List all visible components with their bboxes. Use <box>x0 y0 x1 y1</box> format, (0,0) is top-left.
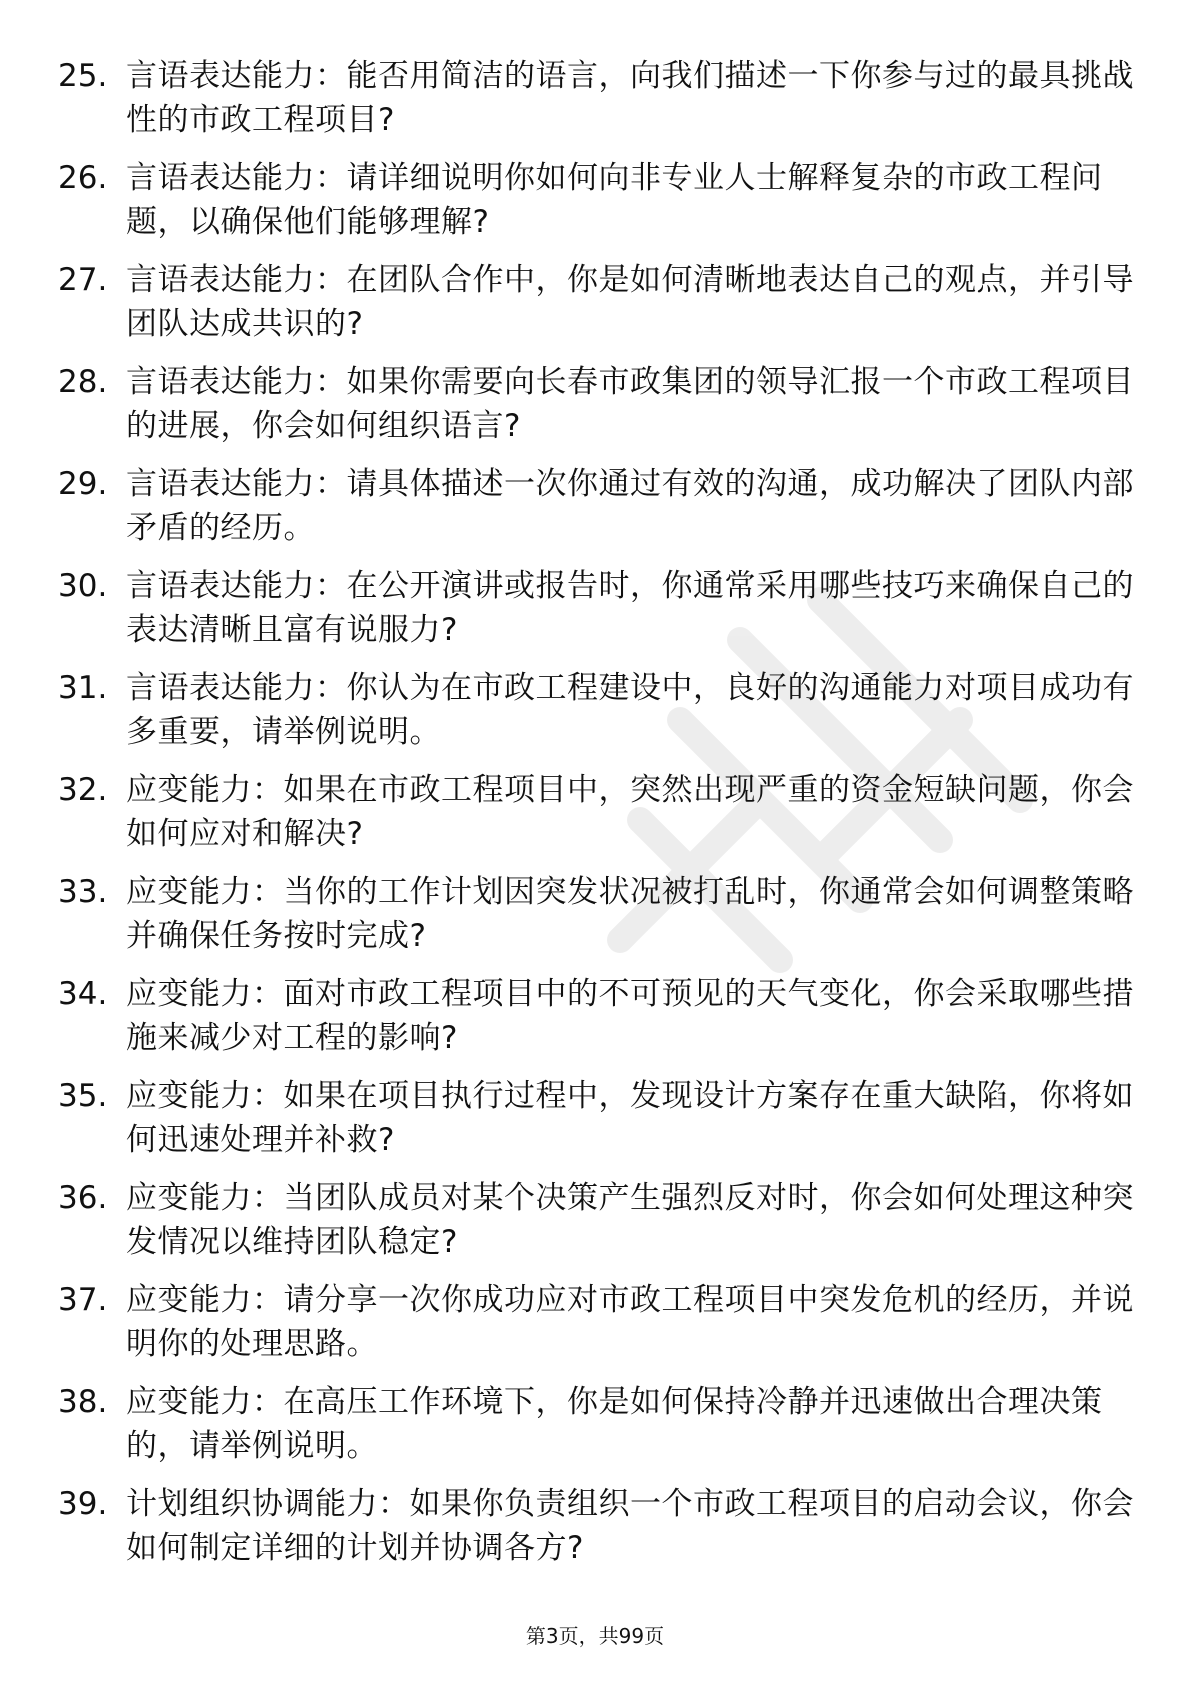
item-number: 34. <box>58 976 108 1012</box>
item-number: 38. <box>58 1384 108 1420</box>
item-text: 计划组织协调能力：如果你负责组织一个市政工程项目的启动会议，你会如何制定详细的计划并协调各方? <box>126 1486 1134 1566</box>
item-text: 应变能力：请分享一次你成功应对市政工程项目中突发危机的经历，并说明你的处理思路。 <box>126 1282 1134 1362</box>
item-text: 言语表达能力：请具体描述一次你通过有效的沟通，成功解决了团队内部矛盾的经历。 <box>126 466 1134 546</box>
item-text: 应变能力：当团队成员对某个决策产生强烈反对时，你会如何处理这种突发情况以维持团队稳定? <box>126 1180 1134 1260</box>
list-item <box>58 768 1138 870</box>
item-text: 应变能力：如果在项目执行过程中，发现设计方案存在重大缺陷，你将如何迅速处理并补救? <box>126 1078 1134 1158</box>
list-item <box>58 564 1138 666</box>
item-number: 30. <box>58 568 108 604</box>
item-number: 28. <box>58 364 108 400</box>
list-item <box>58 870 1138 972</box>
item-text: 应变能力：当你的工作计划因突发状况被打乱时，你通常会如何调整策略并确保任务按时完成? <box>126 874 1134 954</box>
item-text: 应变能力：在高压工作环境下，你是如何保持冷静并迅速做出合理决策的，请举例说明。 <box>126 1384 1103 1464</box>
item-number: 39. <box>58 1486 108 1522</box>
item-number: 33. <box>58 874 108 910</box>
list-item <box>58 462 1138 564</box>
item-text: 言语表达能力：你认为在市政工程建设中，良好的沟通能力对项目成功有多重要，请举例说明。 <box>126 670 1134 750</box>
item-number: 25. <box>58 58 108 94</box>
list-item <box>58 666 1138 768</box>
list-item <box>58 258 1138 360</box>
page-footer: 第3页，共99页 <box>525 1624 665 1648</box>
list-item <box>58 1074 1138 1176</box>
item-text: 应变能力：面对市政工程项目中的不可预见的天气变化，你会采取哪些措施来减少对工程的影响? <box>126 976 1134 1056</box>
list-item <box>58 360 1138 462</box>
list-item <box>58 156 1138 258</box>
item-number: 31. <box>58 670 108 706</box>
item-text: 言语表达能力：在团队合作中，你是如何清晰地表达自己的观点，并引导团队达成共识的? <box>126 262 1134 342</box>
item-number: 37. <box>58 1282 108 1318</box>
item-number: 26. <box>58 160 108 196</box>
list-item <box>58 54 1138 156</box>
item-number: 36. <box>58 1180 108 1216</box>
question-list <box>58 54 1138 1584</box>
list-item <box>58 1482 1138 1584</box>
list-item <box>58 1380 1138 1482</box>
item-text: 言语表达能力：能否用简洁的语言，向我们描述一下你参与过的最具挑战性的市政工程项目? <box>126 58 1134 138</box>
item-number: 29. <box>58 466 108 502</box>
item-text: 应变能力：如果在市政工程项目中，突然出现严重的资金短缺问题，你会如何应对和解决? <box>126 772 1134 852</box>
item-number: 27. <box>58 262 108 298</box>
item-text: 言语表达能力：请详细说明你如何向非专业人士解释复杂的市政工程问题，以确保他们能够理解? <box>126 160 1103 240</box>
item-number: 32. <box>58 772 108 808</box>
item-number: 35. <box>58 1078 108 1114</box>
list-item <box>58 1176 1138 1278</box>
item-text: 言语表达能力：在公开演讲或报告时，你通常采用哪些技巧来确保自己的表达清晰且富有说服力? <box>126 568 1134 648</box>
item-text: 言语表达能力：如果你需要向长春市政集团的领导汇报一个市政工程项目的进展，你会如何组织语言? <box>126 364 1134 444</box>
list-item <box>58 972 1138 1074</box>
list-item <box>58 1278 1138 1380</box>
